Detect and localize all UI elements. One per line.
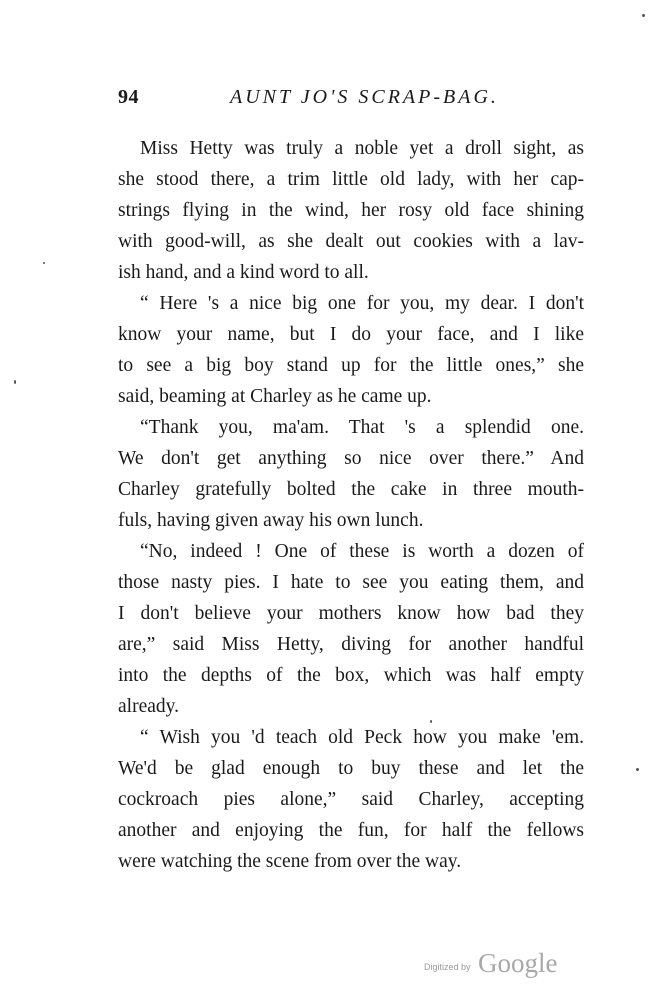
- text-line: We don't get anything so nice over there.” And: [118, 448, 584, 469]
- ink-speck: [636, 768, 639, 771]
- text-line: “ Wish you 'd teach old Peck how you make 'em.: [140, 727, 584, 748]
- text-line: into the depths of the box, which was half empty: [118, 665, 584, 686]
- paragraph-3: [118, 412, 584, 536]
- ink-speck: [14, 380, 16, 384]
- body-text: [118, 133, 584, 877]
- running-title: AUNT JO'S SCRAP-BAG.: [230, 86, 499, 108]
- text-line: Charley gratefully bolted the cake in three mouth-: [118, 479, 584, 500]
- text-line: were watching the scene from over the way.: [118, 851, 462, 872]
- text-line: said, beaming at Charley as he came up.: [118, 386, 432, 407]
- text-line: those nasty pies. I hate to see you eating them, and: [118, 572, 584, 593]
- text-line: with good-will, as she dealt out cookies with a lav-: [118, 231, 584, 252]
- watermark-caption: Digitized by: [424, 962, 471, 972]
- paragraph-1: [118, 133, 584, 288]
- digitization-watermark: [420, 948, 580, 980]
- text-line: she stood there, a trim little old lady, with her cap-: [118, 169, 584, 190]
- page-number: 94: [118, 86, 139, 108]
- text-line: ish hand, and a kind word to all.: [118, 262, 369, 283]
- text-line: “Thank you, ma'am. That 's a splendid one.: [140, 417, 584, 438]
- paragraph-2: [118, 288, 584, 412]
- text-line: fuls, having given away his own lunch.: [118, 510, 424, 531]
- text-line: “No, indeed ! One of these is worth a dozen of: [140, 541, 584, 562]
- google-logo: Google: [478, 948, 558, 978]
- text-line: to see a big boy stand up for the little ones,” she: [118, 355, 584, 376]
- text-line: know your name, but I do your face, and I like: [118, 324, 584, 345]
- text-line: I don't believe your mothers know how bad they: [118, 603, 584, 624]
- ink-speck: [430, 720, 432, 723]
- paragraph-4: [118, 536, 584, 722]
- text-line: We'd be glad enough to buy these and let the: [118, 758, 584, 779]
- running-head: [118, 86, 588, 116]
- paragraph-5: [118, 722, 584, 877]
- text-line: strings flying in the wind, her rosy old face shining: [118, 200, 584, 221]
- ink-speck: [43, 262, 45, 264]
- ink-speck: [642, 14, 645, 17]
- text-line: another and enjoying the fun, for half the fellows: [118, 820, 584, 841]
- text-line: cockroach pies alone,” said Charley, accepting: [118, 789, 584, 810]
- text-line: Miss Hetty was truly a noble yet a droll sight, as: [140, 138, 584, 159]
- text-line: are,” said Miss Hetty, diving for another handful: [118, 634, 584, 655]
- text-line: “ Here 's a nice big one for you, my dear. I don't: [140, 293, 584, 314]
- text-line: already.: [118, 696, 179, 717]
